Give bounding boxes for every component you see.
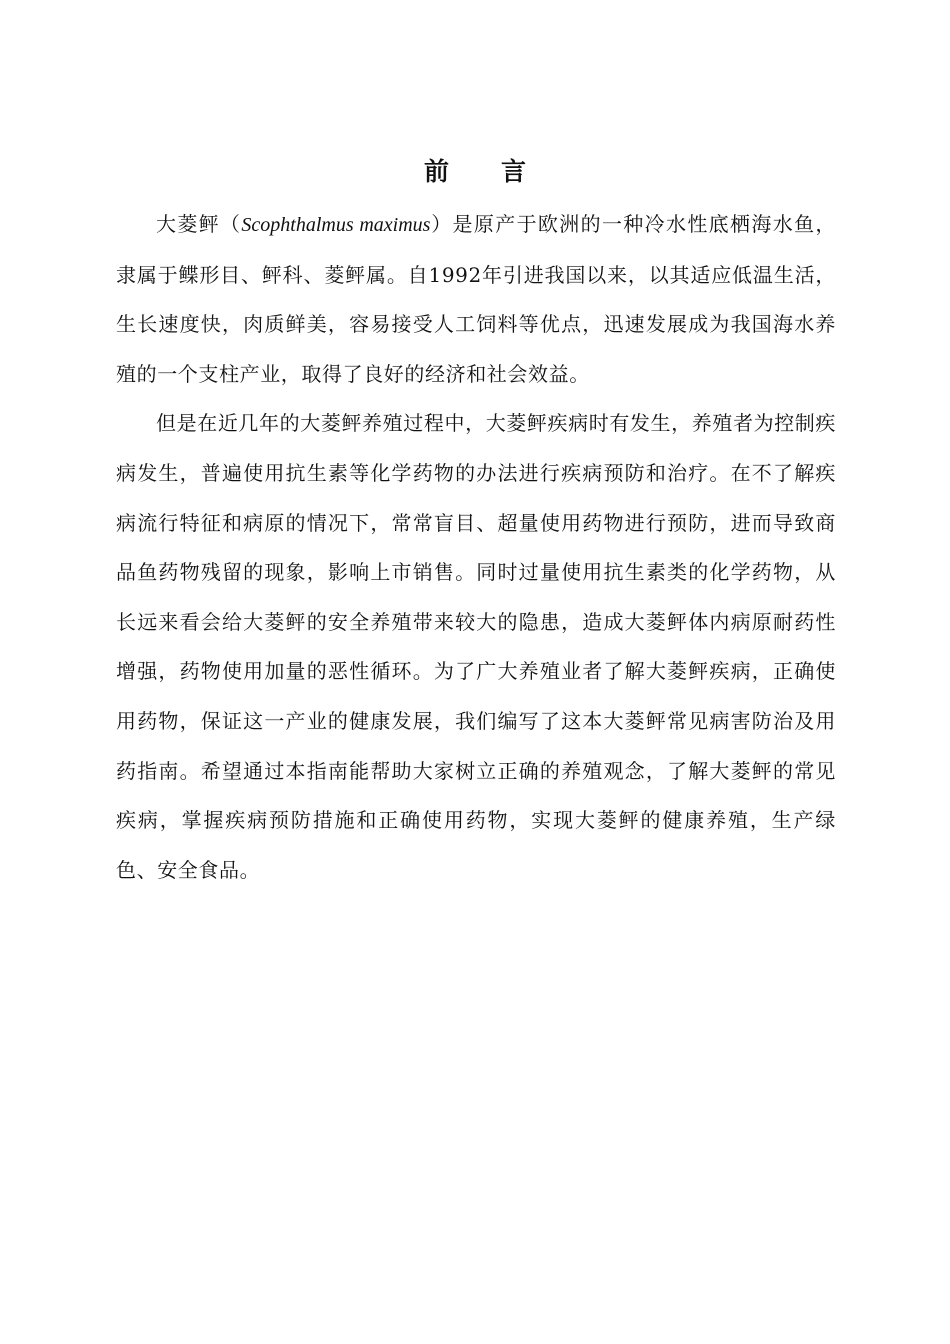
title-char-second: 言 (501, 157, 527, 186)
preface-body (116, 200, 836, 895)
intro-rest-text: ）是原产于欧洲的一种冷水性底栖海水鱼，隶属于鲽形目、鲆科、菱鲆属。自1992年引进我国以来，以其适应低温生活，生长速度快，肉质鲜美，容易接受人工饲料等优点，迅速发展成为我国海水养殖的一个支柱产业，取得了良好的经济和社会效益。 (116, 212, 837, 386)
intro-lead-text: 大菱鲆（ (156, 212, 242, 236)
paragraph-introduction (116, 200, 836, 399)
paragraph-disease-problem: 但是在近几年的大菱鲆养殖过程中，大菱鲆疾病时有发生，养殖者为控制疾病发生，普遍使用抗生素等化学药物的办法进行疾病预防和治疗。在不了解疾病流行特征和病原的情况下，常常盲目、超量使用药物进行预防，进而导致商品鱼药物残留的现象，影响上市销售。同时过量使用抗生素类的化学药物，从长远来看会给大菱鲆的安全养殖带来较大的隐患，造成大菱鲆体内病原耐药性增强，药物使用加量的恶性循环。为了广大养殖业者了解大菱鲆疾病，正确使用药物，保证这一产业的健康发展，我们编写了这本大菱鲆常见病害防治及用药指南。希望通过本指南能帮助大家树立正确的养殖观念，了解大菱鲆的常见疾病，掌握疾病预防措施和正确使用药物，实现大菱鲆的健康养殖，生产绿色、安全食品。 (116, 411, 836, 882)
title-char-first: 前 (423, 157, 449, 186)
scientific-name: Scophthalmus maximus (241, 214, 431, 236)
page-title (0, 154, 950, 190)
